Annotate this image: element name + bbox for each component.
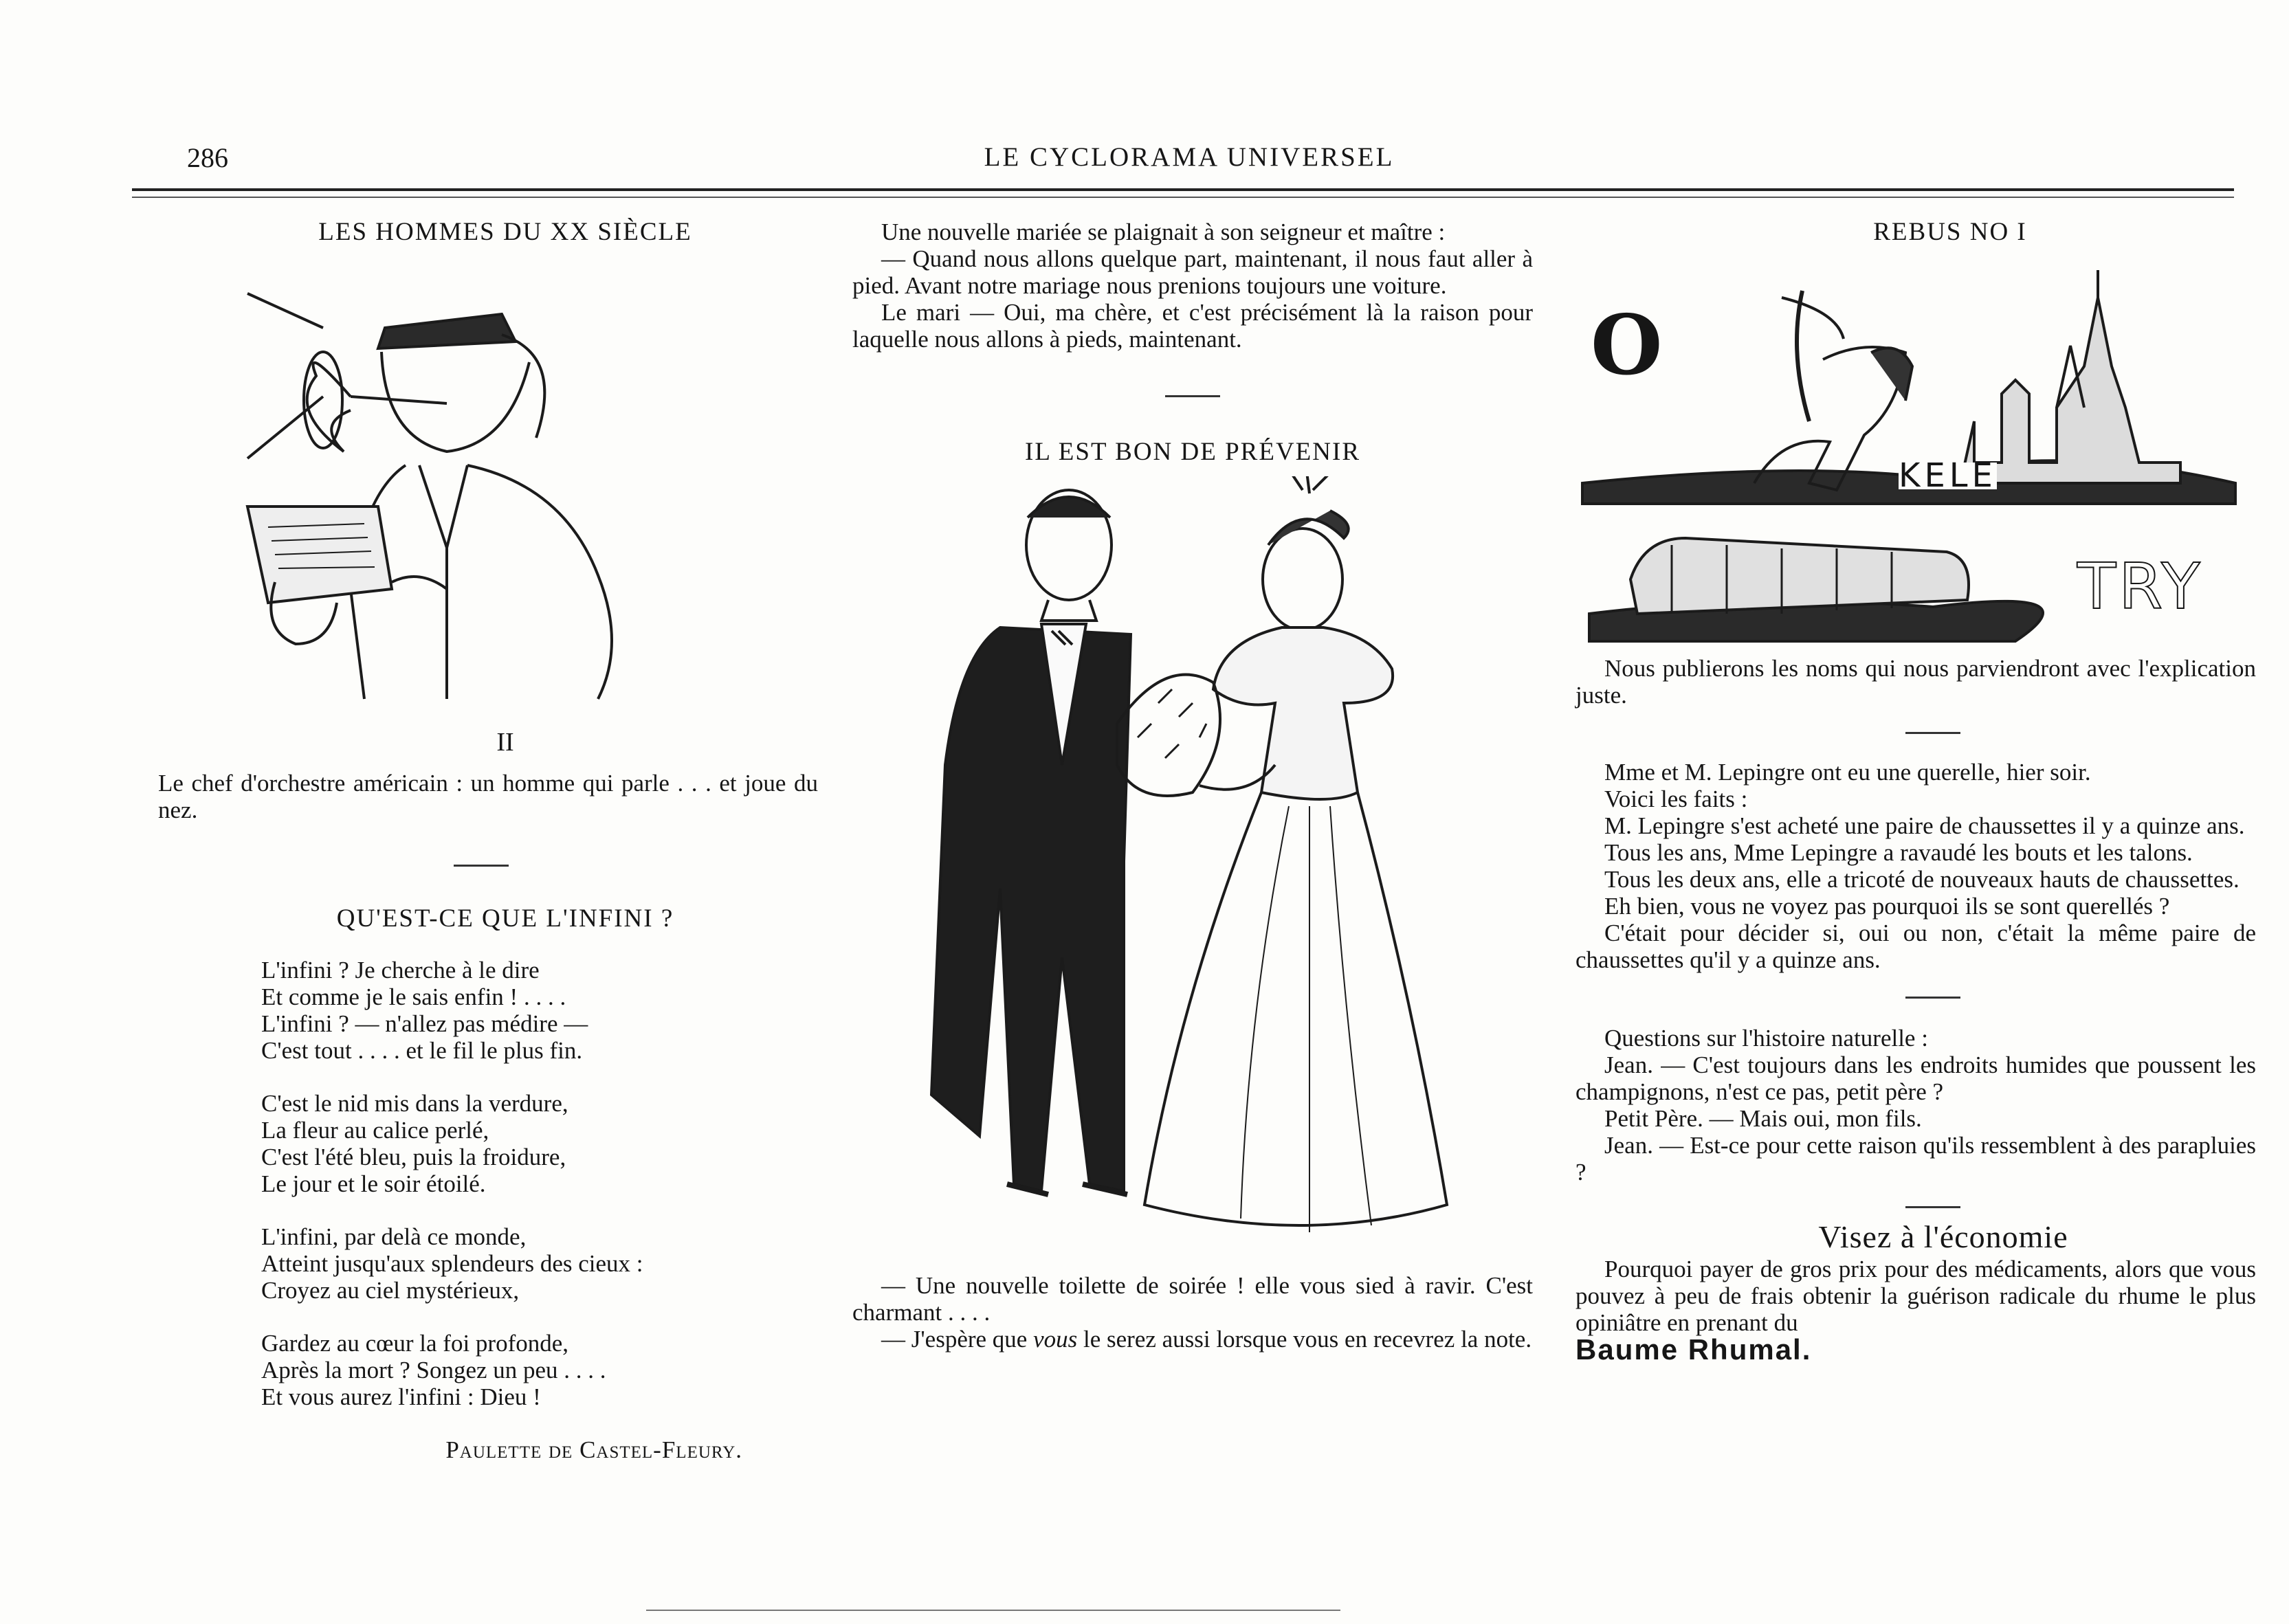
illustration-caption: — Une nouvelle toilette de soirée ! elle vous sied à ravir. C'est charmant . . . .: [852, 1272, 1533, 1326]
dialogue-line: Jean. — Est-ce pour cette raison qu'ils ressemblent à des parapluies ?: [1575, 1132, 2256, 1186]
caption-emphasis: vous: [1033, 1326, 1078, 1353]
header-rule: [132, 188, 2234, 191]
illustration-caption: [852, 1326, 1533, 1353]
poem-line: Atteint jusqu'aux splendeurs des cieux :: [261, 1250, 643, 1277]
stanza: [165, 957, 818, 1064]
header-rule-thin: [132, 197, 2234, 198]
poem-line: La fleur au calice perlé,: [261, 1117, 489, 1144]
rebus-word-kele: KELE: [1899, 456, 1997, 495]
separator-dash: [1905, 997, 1960, 999]
poem-line: C'est l'été bleu, puis la froidure,: [261, 1144, 566, 1170]
anecdote-paragraph: Une nouvelle mariée se plaignait à son seigneur et maître :: [881, 219, 1446, 245]
couple-illustration: [918, 476, 1533, 1267]
anecdote-paragraph: Tous les deux ans, elle a tricoté de nouveaux hauts de chaussettes.: [1604, 866, 2240, 893]
caption-text: le serez aussi lorsque vous en recevrez la note.: [1077, 1326, 1532, 1353]
dialogue-line: Questions sur l'histoire naturelle :: [1604, 1025, 1928, 1052]
rebus-letter-o: O: [1591, 297, 1663, 394]
section-title: REBUS NO I: [1873, 218, 2027, 246]
rebus-illustration: [1575, 256, 2256, 669]
poem-line: Après la mort ? Songez un peu . . . .: [261, 1357, 606, 1383]
figure-number: II: [496, 728, 514, 757]
conductor-drawing: [241, 259, 736, 726]
conductor-illustration: [241, 259, 818, 726]
poem-line: C'est le nid mis dans la verdure,: [261, 1090, 568, 1117]
separator-dash: [1905, 1206, 1960, 1208]
ad-product-name: Baume Rhumal.: [1575, 1333, 1812, 1366]
separator-dash: [1165, 395, 1220, 397]
anecdote-paragraph: Tous les ans, Mme Lepingre a ravaudé les bouts et les talons.: [1604, 839, 2193, 866]
poem-signature: Paulette de Castel-Fleury.: [445, 1436, 742, 1463]
poem: [165, 957, 818, 1410]
couple-drawing: [918, 476, 1468, 1267]
ad-title: Visez à l'économie: [1818, 1219, 2068, 1254]
stanza: [165, 1330, 818, 1410]
separator-dash: [1905, 732, 1960, 734]
poem-line: L'infini ? — n'allez pas médire —: [261, 1010, 588, 1037]
right-column: [1575, 218, 2256, 1366]
poem-line: Le jour et le soir étoilé.: [261, 1170, 486, 1197]
poem-line: L'infini, par delà ce monde,: [261, 1223, 527, 1250]
stanza: [165, 1090, 818, 1197]
rebus-word-try: TRY: [2077, 550, 2203, 623]
poem-line: C'est tout . . . . et le fil le plus fin.: [261, 1037, 583, 1064]
dialogue-line: Petit Père. — Mais oui, mon fils.: [1604, 1105, 1922, 1132]
anecdote-paragraph: Mme et M. Lepingre ont eu une querelle, hier soir.: [1604, 759, 2091, 786]
stanza: [165, 1223, 818, 1304]
anecdote-paragraph: — Quand nous allons quelque part, maintenant, il nous faut aller à pied. Avant notre mariage nous prenions toujours une voiture.: [852, 245, 1533, 299]
anecdote-paragraph: Eh bien, vous ne voyez pas pourquoi ils se sont querellés ?: [1604, 893, 2170, 920]
middle-column: [852, 219, 1533, 1353]
section-title: LES HOMMES DU XX SIÈCLE: [318, 218, 692, 246]
rebus-note: Nous publierons les noms qui nous parviendront avec l'explication juste.: [1575, 655, 2256, 709]
dialogue-line: Jean. — C'est toujours dans les endroits humides que poussent les champignons, n'est ce pas, petit père ?: [1575, 1052, 2256, 1105]
anecdote-paragraph: Voici les faits :: [1604, 786, 1748, 812]
poem-line: L'infini ? Je cherche à le dire: [261, 957, 540, 983]
poem-line: Gardez au cœur la foi profonde,: [261, 1330, 569, 1357]
illustration-caption: Le chef d'orchestre américain : un homme qui parle . . . et joue du nez.: [158, 770, 818, 823]
anecdote-paragraph: M. Lepingre s'est acheté une paire de chaussettes il y a quinze ans.: [1604, 812, 2245, 839]
anecdote-paragraph: Le mari — Oui, ma chère, et c'est précisément là la raison pour laquelle nous allons à pieds, maintenant.: [852, 299, 1533, 353]
poem-line: Et vous aurez l'infini : Dieu !: [261, 1383, 541, 1410]
natural-history-questions: [1575, 1025, 2256, 1186]
separator-dash: [454, 865, 509, 867]
anecdote-paragraph: C'était pour décider si, oui ou non, c'était la même paire de chaussettes qu'il y a quinze ans.: [1575, 920, 2256, 973]
page-number: 286: [187, 142, 228, 173]
ad-text: Pourquoi payer de gros prix pour des médicaments, alors que vous pouvez à peu de frais obtenir la guérison radicale du rhume le plus opiniâtre en prenant du: [1575, 1256, 2256, 1336]
left-column: [158, 218, 818, 1463]
running-head: LE CYCLORAMA UNIVERSEL: [984, 142, 1395, 172]
section-title: IL EST BON DE PRÉVENIR: [1025, 438, 1360, 466]
lepingre-anecdote: [1575, 759, 2256, 973]
poem-line: Croyez au ciel mystérieux,: [261, 1277, 520, 1304]
caption-text: — J'espère que: [881, 1326, 1034, 1353]
bottom-rule: [646, 1610, 1340, 1611]
poem-line: Et comme je le sais enfin ! . . . .: [261, 983, 566, 1010]
poem-title: QU'EST-CE QUE L'INFINI ?: [336, 904, 674, 933]
